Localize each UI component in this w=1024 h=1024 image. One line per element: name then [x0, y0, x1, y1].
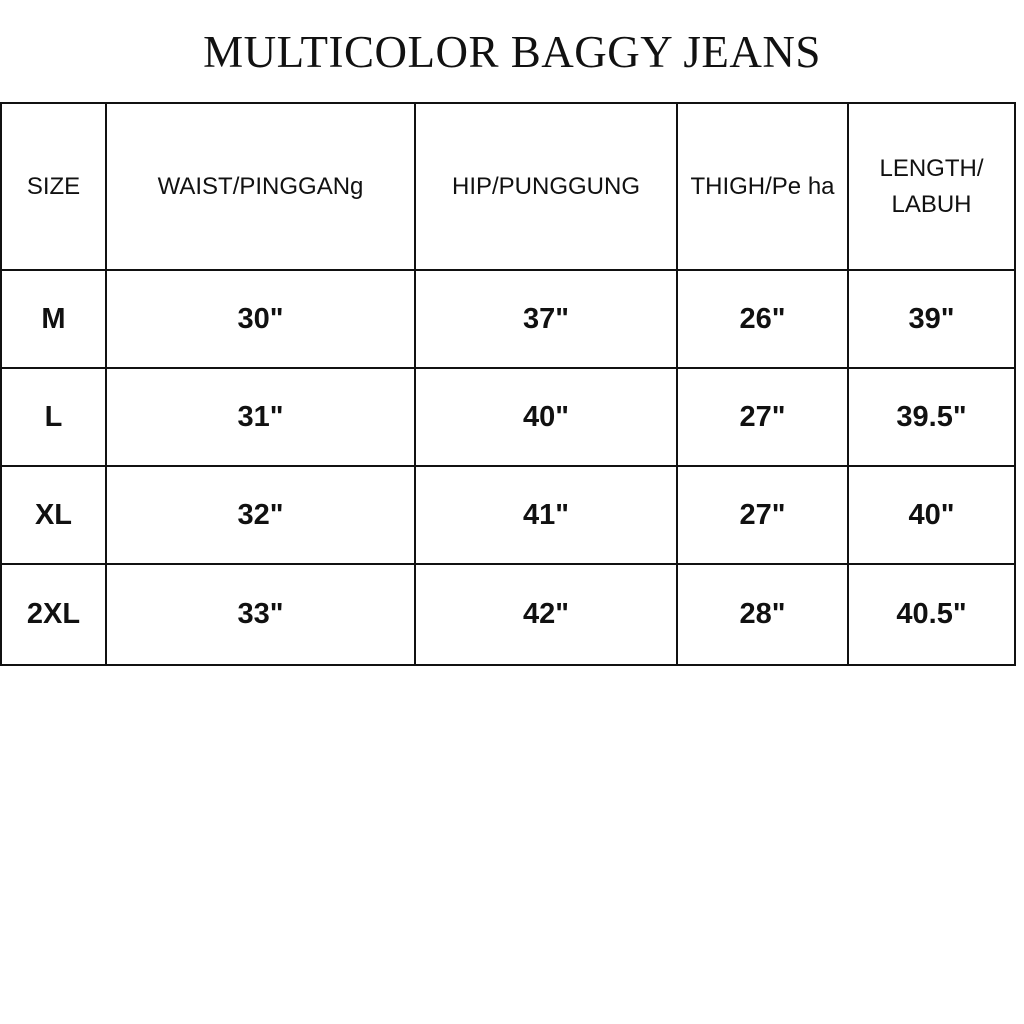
cell-thigh: 26": [677, 270, 848, 368]
header-hip: HIP/PUNGGUNG: [415, 103, 677, 270]
table-row: [1, 270, 1015, 368]
cell-hip: 42": [415, 564, 677, 665]
cell-length: 40": [848, 466, 1015, 564]
cell-thigh: 27": [677, 368, 848, 466]
cell-size: L: [1, 368, 106, 466]
cell-size: M: [1, 270, 106, 368]
page-title: MULTICOLOR BAGGY JEANS: [203, 27, 821, 77]
cell-length: 39.5": [848, 368, 1015, 466]
cell-size: XL: [1, 466, 106, 564]
table-header-row: [1, 103, 1015, 270]
header-thigh: THIGH/Pe ha: [677, 103, 848, 270]
table-row: [1, 466, 1015, 564]
cell-length: 39": [848, 270, 1015, 368]
header-waist: WAIST/PINGGANg: [106, 103, 415, 270]
cell-thigh: 27": [677, 466, 848, 564]
size-chart-table: [0, 102, 1016, 666]
cell-hip: 41": [415, 466, 677, 564]
cell-hip: 40": [415, 368, 677, 466]
table-row: [1, 564, 1015, 665]
cell-length: 40.5": [848, 564, 1015, 665]
table-row: [1, 368, 1015, 466]
cell-waist: 32": [106, 466, 415, 564]
header-length: LENGTH/ LABUH: [848, 103, 1015, 270]
header-size: SIZE: [1, 103, 106, 270]
cell-waist: 33": [106, 564, 415, 665]
cell-waist: 30": [106, 270, 415, 368]
cell-waist: 31": [106, 368, 415, 466]
cell-hip: 37": [415, 270, 677, 368]
cell-size: 2XL: [1, 564, 106, 665]
cell-thigh: 28": [677, 564, 848, 665]
